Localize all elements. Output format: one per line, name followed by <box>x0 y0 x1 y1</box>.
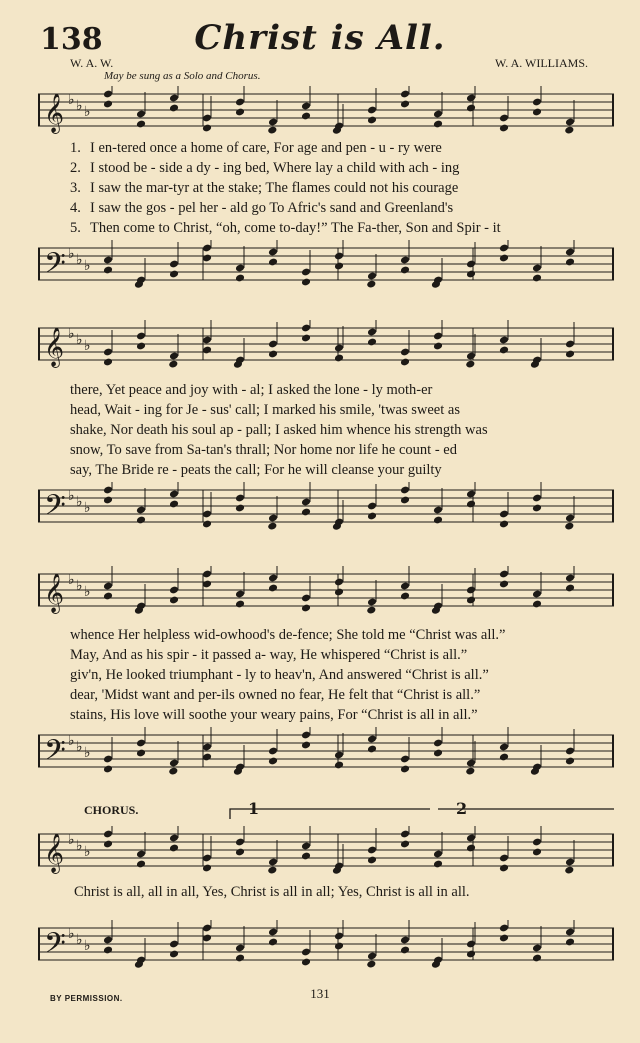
svg-text:♭: ♭ <box>76 578 83 594</box>
svg-text:♭: ♭ <box>68 832 75 848</box>
second-ending-number: 2 <box>456 799 468 818</box>
svg-text:𝄢: 𝄢 <box>44 247 66 287</box>
svg-text:𝄞: 𝄞 <box>44 833 65 873</box>
svg-text:𝄞: 𝄞 <box>44 93 65 133</box>
svg-text:♭: ♭ <box>76 838 83 854</box>
ending-brackets <box>38 806 614 820</box>
svg-text:♭: ♭ <box>84 584 91 600</box>
svg-text:♭: ♭ <box>76 332 83 348</box>
lyric-line: say, The Bride re - peats the call; For he will cleanse your guilty <box>70 462 442 478</box>
lyric-line: whence Her helpless wid-owhood's de-fence; She told me “Christ was all.” <box>70 627 506 643</box>
lyric-line: 5. Then come to Christ, “oh, come to-day!” The Fa-ther, Son and Spir - it <box>70 220 501 236</box>
lyric-line: dear, 'Midst want and per-ils owned no fear, He felt that “Christ is all.” <box>70 687 481 703</box>
svg-text:♭: ♭ <box>76 98 83 114</box>
lyric-line: head, Wait - ing for Je - sus' call; I marked his smile, 'twas sweet as <box>70 402 460 418</box>
svg-text:♭: ♭ <box>68 246 75 262</box>
svg-text:♭: ♭ <box>84 745 91 761</box>
svg-text:♭: ♭ <box>84 938 91 954</box>
system-1-bass-staff <box>38 240 614 290</box>
svg-text:♭: ♭ <box>68 488 75 504</box>
svg-text:𝄢: 𝄢 <box>44 734 66 774</box>
lyric-line: shake, Nor death his soul ap - pall; I asked him whence his strength was <box>70 422 488 438</box>
system-1-treble-staff <box>38 86 614 136</box>
svg-text:♭: ♭ <box>76 252 83 268</box>
svg-text:♭: ♭ <box>68 572 75 588</box>
lyric-line: giv'n, He looked triumphant - ly to heav'n, And answered “Christ is all.” <box>70 667 489 683</box>
performance-note: May be sung as a Solo and Chorus. <box>104 70 261 82</box>
system-1-lyrics <box>70 138 614 238</box>
svg-text:𝄞: 𝄞 <box>44 327 65 367</box>
lyric-line: there, Yet peace and joy with - al; I asked the lone - ly moth-er <box>70 382 433 398</box>
hymn-title: Christ is All. <box>194 18 446 58</box>
svg-text:♭: ♭ <box>68 326 75 342</box>
first-ending-number: 1 <box>248 799 260 818</box>
svg-text:♭: ♭ <box>68 92 75 108</box>
system-3-treble-staff <box>38 566 614 616</box>
svg-text:♭: ♭ <box>76 739 83 755</box>
composer-credit: W. A. WILLIAMS. <box>495 56 588 70</box>
chorus-lyrics: Christ is all, all in all, Yes, Christ is all in all; Yes, Christ is all in all. <box>74 884 470 900</box>
svg-text:♭: ♭ <box>68 926 75 942</box>
lyric-line: stains, His love will soothe your weary pains, For “Christ is all in all.” <box>70 707 478 723</box>
system-3-bass-staff <box>38 727 614 777</box>
permission-note: BY PERMISSION. <box>50 994 123 1003</box>
svg-text:♭: ♭ <box>84 258 91 274</box>
svg-text:♭: ♭ <box>84 500 91 516</box>
page-number: 131 <box>310 986 330 1001</box>
svg-text:♭: ♭ <box>84 104 91 120</box>
svg-text:𝄞: 𝄞 <box>44 573 65 613</box>
system-3-lyrics <box>70 625 614 725</box>
lyricist-credit: W. A. W. <box>70 56 114 70</box>
system-2-lyrics <box>70 380 614 480</box>
hymn-number: 138 <box>40 22 103 57</box>
svg-text:𝄢: 𝄢 <box>44 489 66 529</box>
chorus-bass-staff <box>38 920 614 970</box>
svg-text:♭: ♭ <box>76 932 83 948</box>
chorus-label: CHORUS. <box>84 803 139 817</box>
lyric-line: 3. I saw the mar-tyr at the stake; The flames could not his courage <box>70 180 459 196</box>
svg-text:𝄢: 𝄢 <box>44 927 66 967</box>
lyric-line: May, And as his spir - it passed a- way, He whispered “Christ is all.” <box>70 647 468 663</box>
system-2-bass-staff <box>38 482 614 532</box>
svg-text:♭: ♭ <box>84 338 91 354</box>
lyric-line: 1. I en-tered once a home of care, For age and pen - u - ry were <box>70 140 442 156</box>
lyric-line: snow, To save from Sa-tan's thrall; Nor home nor life he count - ed <box>70 442 457 458</box>
svg-text:♭: ♭ <box>84 844 91 860</box>
lyric-line: 4. I saw the gos - pel her - ald go To Afric's sand and Greenland's <box>70 200 454 216</box>
system-2-treble-staff <box>38 320 614 370</box>
svg-text:♭: ♭ <box>68 733 75 749</box>
chorus-treble-staff <box>38 826 614 876</box>
svg-text:♭: ♭ <box>76 494 83 510</box>
lyric-line: 2. I stood be - side a dy - ing bed, Where lay a child with ach - ing <box>70 160 460 176</box>
